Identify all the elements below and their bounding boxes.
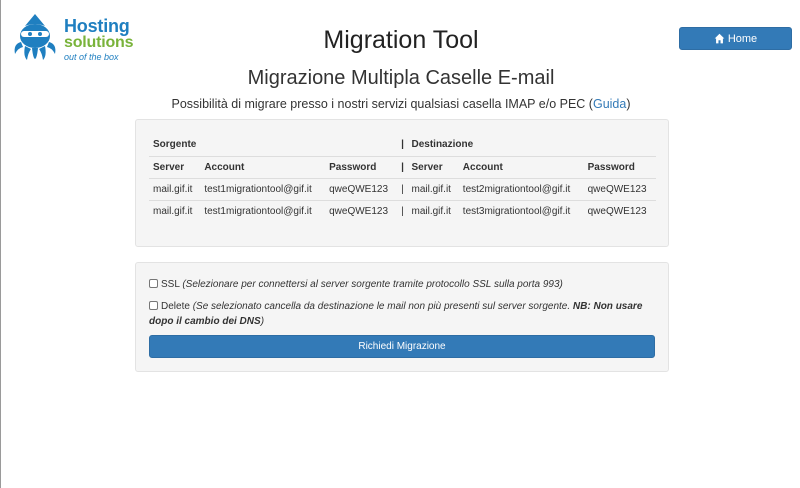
column-separator: |	[397, 200, 407, 222]
column-separator: |	[401, 139, 404, 151]
col-dest-password: Password	[584, 156, 656, 178]
options-panel	[135, 262, 669, 372]
delete-note: (Se selezionato cancella da destinazione le mail non più presenti sul server sorgente.	[192, 301, 571, 312]
lead-text-body: Possibilità di migrare presso i nostri servizi qualsiasi casella IMAP e/o PEC (	[171, 97, 593, 111]
delete-option	[149, 299, 659, 329]
page-title: Migration Tool	[323, 26, 479, 54]
cell-dest-account: test2migrationtool@gif.it	[459, 178, 584, 200]
column-separator: |	[397, 156, 407, 178]
delete-warning: NB: Non usare dopo il cambio dei DNS	[149, 301, 643, 327]
delete-note-close: )	[260, 316, 265, 327]
ssl-option	[149, 277, 659, 292]
accounts-panel	[135, 119, 669, 247]
home-icon	[714, 33, 725, 44]
cell-source-server: mail.gif.it	[149, 178, 200, 200]
cell-dest-server: mail.gif.it	[407, 178, 458, 200]
delete-label[interactable]: Delete	[161, 301, 190, 312]
table-column-header	[149, 156, 656, 178]
table-row	[149, 178, 656, 200]
migration-table	[149, 134, 656, 222]
brand-line1: Hosting	[64, 16, 130, 36]
home-button-label: Home	[727, 32, 758, 45]
cell-source-account: test1migrationtool@gif.it	[200, 200, 325, 222]
ssl-label[interactable]: SSL	[161, 279, 180, 290]
column-separator: |	[397, 178, 407, 200]
col-source-password: Password	[325, 156, 397, 178]
destination-header: Destinazione	[411, 139, 474, 151]
col-dest-account: Account	[459, 156, 584, 178]
cell-dest-password: qweQWE123	[584, 200, 656, 222]
home-button[interactable]	[679, 27, 792, 50]
cell-dest-account: test3migrationtool@gif.it	[459, 200, 584, 222]
brand-tagline: out of the box	[64, 52, 119, 62]
cell-source-server: mail.gif.it	[149, 200, 200, 222]
request-migration-button[interactable]: Richiedi Migrazione	[149, 335, 655, 358]
table-group-header	[149, 134, 656, 156]
cell-source-account: test1migrationtool@gif.it	[200, 178, 325, 200]
lead-text-close: )	[626, 97, 631, 111]
cell-source-password: qweQWE123	[325, 178, 397, 200]
brand-line2: solutions	[64, 34, 134, 51]
source-header: Sorgente	[153, 139, 197, 151]
table-row	[149, 200, 656, 222]
ssl-checkbox[interactable]	[149, 279, 158, 288]
cell-dest-server: mail.gif.it	[407, 200, 458, 222]
delete-checkbox[interactable]	[149, 301, 158, 310]
col-source-account: Account	[200, 156, 325, 178]
ssl-note: (Selezionare per connettersi al server sorgente tramite protocollo SSL sulla porta 993)	[182, 279, 563, 290]
col-source-server: Server	[149, 156, 200, 178]
lead-text	[1, 97, 800, 111]
cell-dest-password: qweQWE123	[584, 178, 656, 200]
cell-source-password: qweQWE123	[325, 200, 397, 222]
col-dest-server: Server	[407, 156, 458, 178]
guide-link[interactable]: Guida	[592, 97, 627, 111]
section-title: Migrazione Multipla Caselle E-mail	[247, 67, 555, 89]
